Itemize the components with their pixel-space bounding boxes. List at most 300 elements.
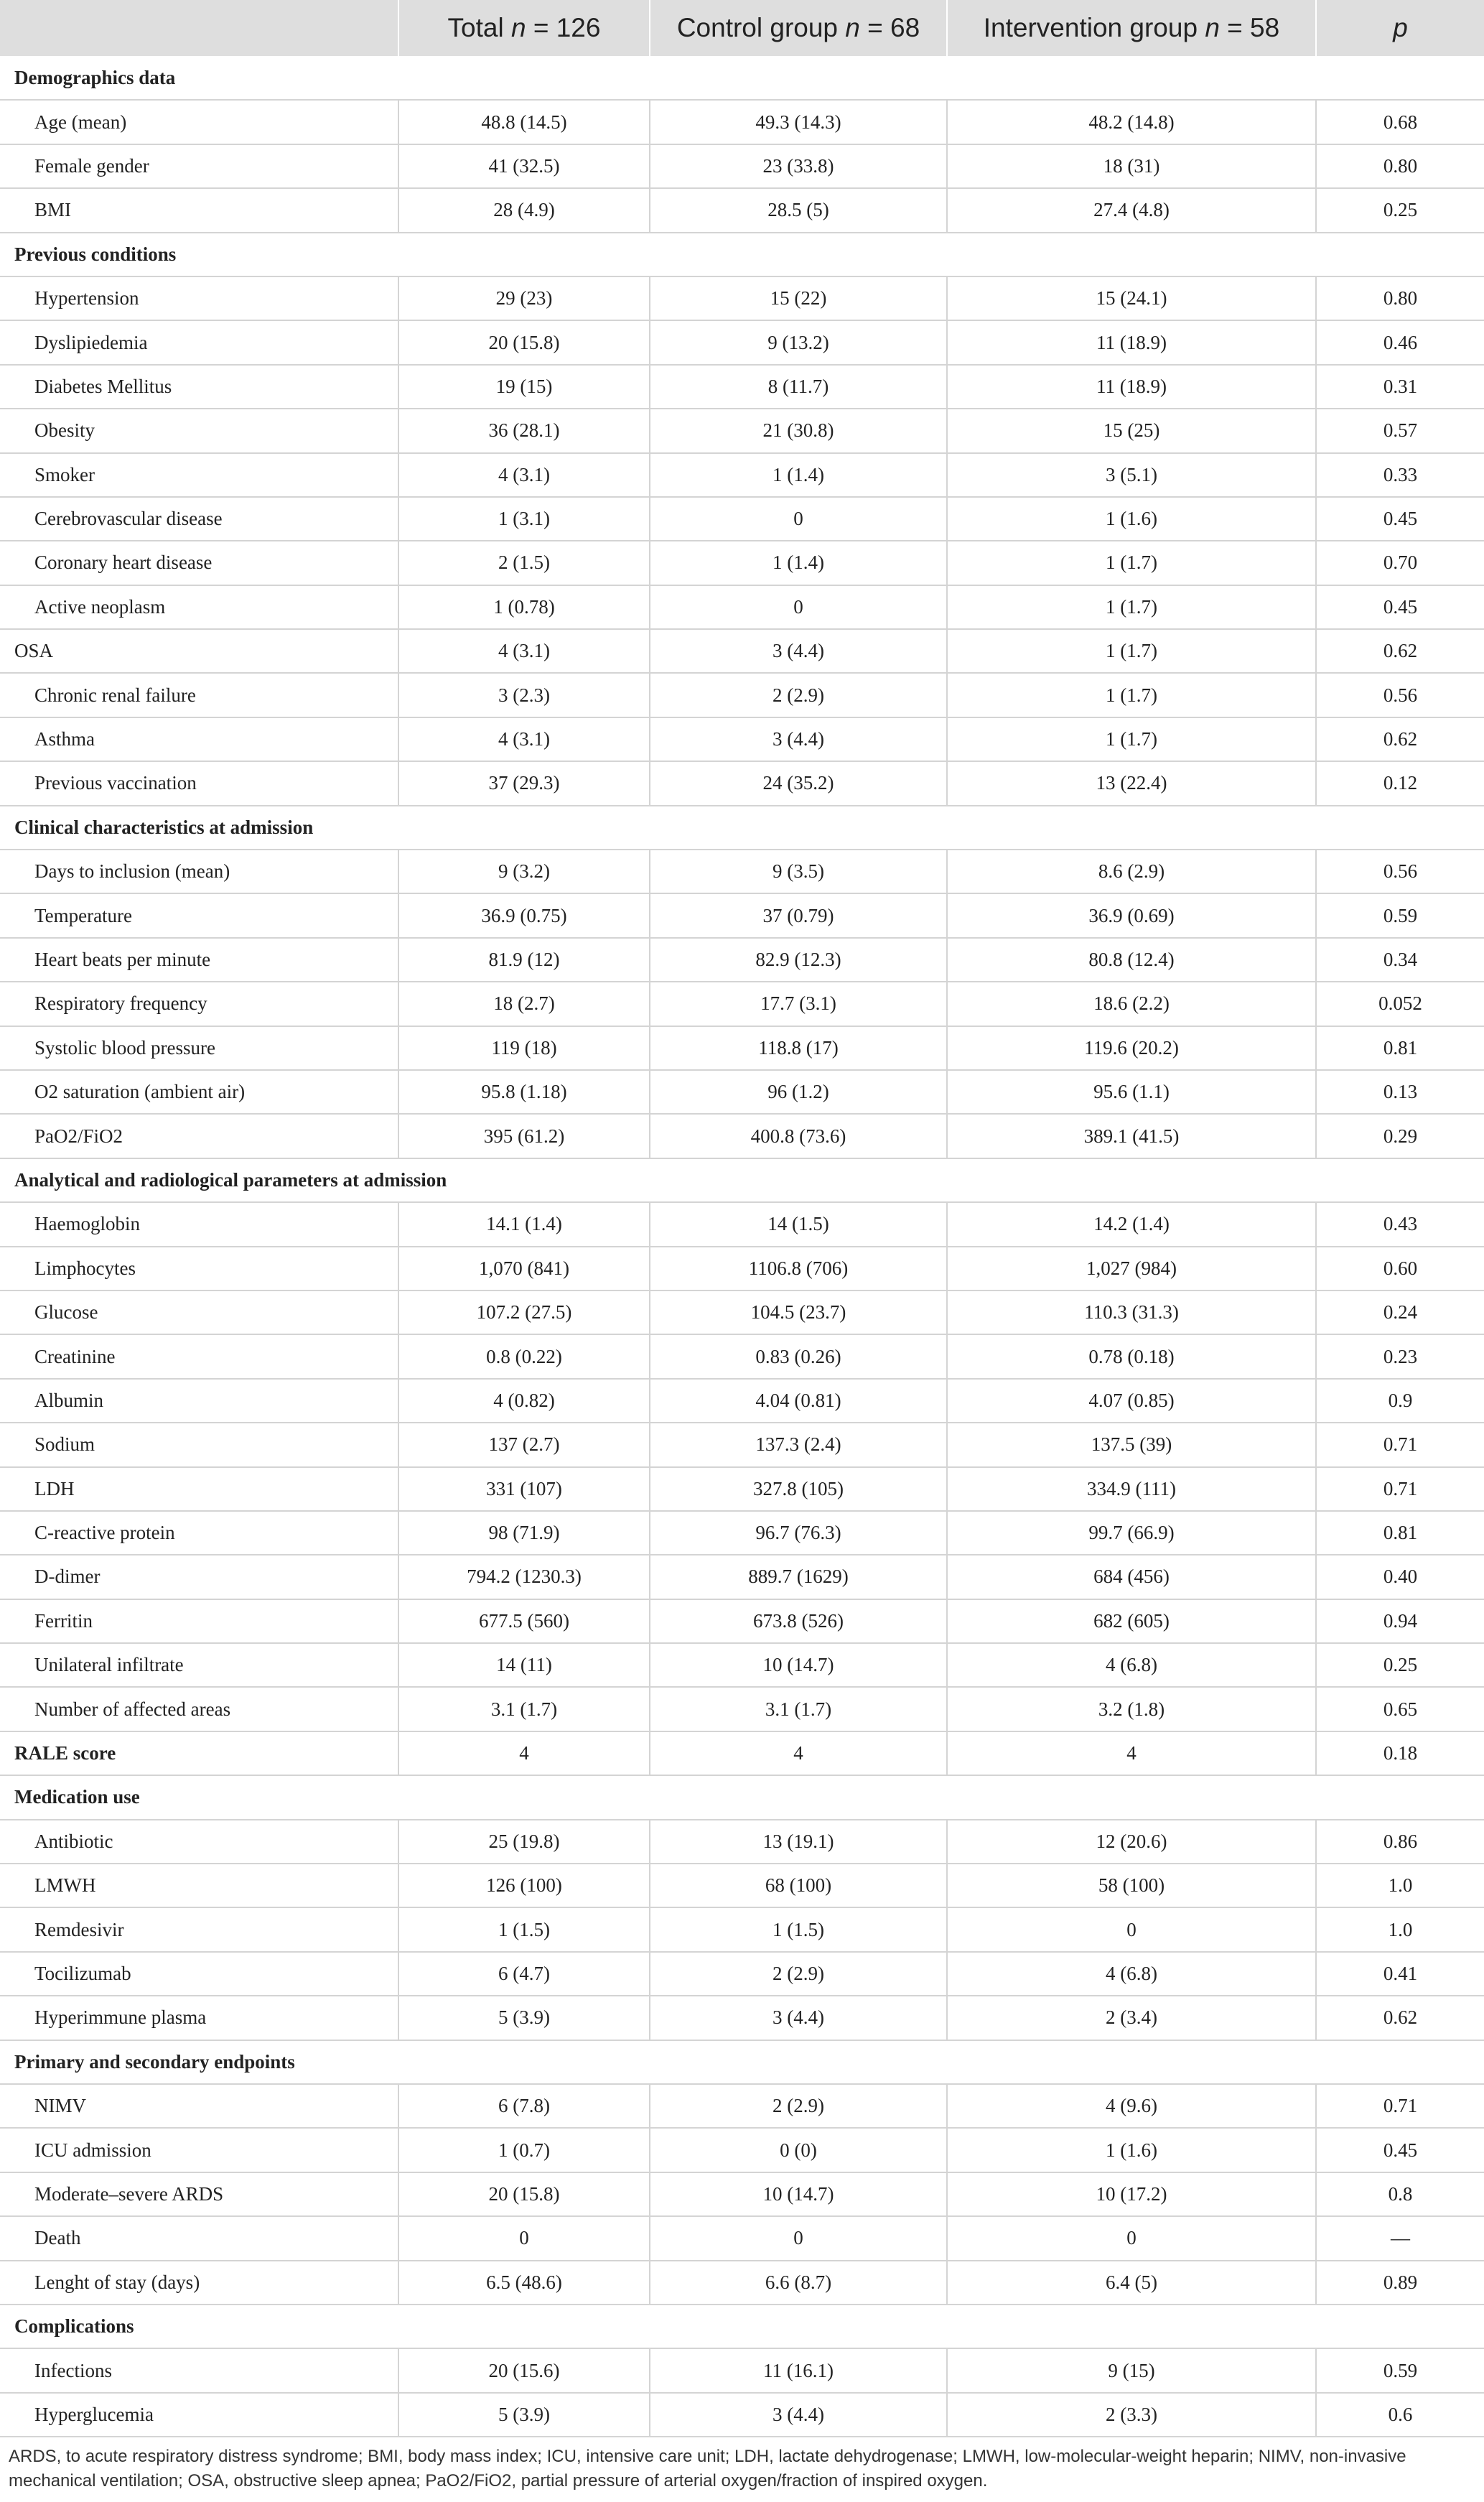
table-row [0,1820,1484,1864]
cell-p-value: 0.33 [1316,453,1484,497]
section-title: Previous conditions [0,233,1484,276]
cell-control: 3 (4.4) [650,2393,947,2437]
cell-total: 95.8 (1.18) [398,1070,650,1114]
section-title: Analytical and radiological parameters at admission [0,1158,1484,1202]
cell-control: 82.9 (12.3) [650,938,947,982]
section-title: Demographics data [0,56,1484,100]
row-label: Age (mean) [0,100,398,144]
cell-control: 21 (30.8) [650,409,947,452]
cell-control: 11 (16.1) [650,2348,947,2392]
row-label: Temperature [0,893,398,937]
cell-p-value: 0.59 [1316,893,1484,937]
cell-total: 331 (107) [398,1467,650,1511]
cell-total: 0.8 (0.22) [398,1334,650,1378]
table-row [0,629,1484,673]
cell-p-value: 0.43 [1316,1202,1484,1246]
cell-intervention: 0 [947,2216,1316,2260]
cell-p-value: 0.62 [1316,1996,1484,2040]
cell-control: 4 [650,1731,947,1775]
row-label: Hypertension [0,276,398,320]
cell-total: 1,070 (841) [398,1247,650,1290]
row-label: Days to inclusion (mean) [0,850,398,893]
row-label: Glucose [0,1290,398,1334]
row-label: Creatinine [0,1334,398,1378]
table-row [0,1731,1484,1775]
cell-p-value: 1.0 [1316,1864,1484,1907]
header-control-group: Control group n = 68 [650,0,947,56]
cell-total: 1 (0.7) [398,2128,650,2172]
cell-intervention: 0 [947,1907,1316,1951]
header-total: Total n = 126 [398,0,650,56]
cell-total: 6 (4.7) [398,1952,650,1996]
table-row [0,1423,1484,1466]
cell-p-value: 0.45 [1316,497,1484,541]
cell-p-value: 0.29 [1316,1114,1484,1158]
row-label: Lenght of stay (days) [0,2261,398,2305]
cell-total: 4 [398,1731,650,1775]
cell-intervention: 4 (6.8) [947,1952,1316,1996]
cell-total: 395 (61.2) [398,1114,650,1158]
table-row [0,365,1484,409]
cell-total: 81.9 (12) [398,938,650,982]
table-row [0,1467,1484,1511]
row-label: Number of affected areas [0,1687,398,1731]
cell-p-value: 0.62 [1316,717,1484,761]
table-row [0,1334,1484,1378]
row-label: Sodium [0,1423,398,1466]
table-row [0,1996,1484,2040]
cell-control: 118.8 (17) [650,1026,947,1070]
table-row [0,1687,1484,1731]
cell-total: 5 (3.9) [398,1996,650,2040]
cell-p-value: 0.13 [1316,1070,1484,1114]
cell-intervention: 18.6 (2.2) [947,982,1316,1026]
cell-control: 9 (13.2) [650,320,947,364]
cell-control: 1 (1.4) [650,453,947,497]
table-row [0,1114,1484,1158]
cell-p-value: 0.45 [1316,585,1484,629]
cell-intervention: 1 (1.6) [947,2128,1316,2172]
cell-intervention: 15 (24.1) [947,276,1316,320]
cell-intervention: 684 (456) [947,1555,1316,1599]
cell-p-value: 0.41 [1316,1952,1484,1996]
cell-control: 3 (4.4) [650,1996,947,2040]
cell-intervention: 110.3 (31.3) [947,1290,1316,1334]
table-row [0,497,1484,541]
cell-p-value: 0.81 [1316,1026,1484,1070]
row-label: PaO2/FiO2 [0,1114,398,1158]
cell-p-value: 0.6 [1316,2393,1484,2437]
cell-total: 9 (3.2) [398,850,650,893]
row-label: Hyperglucemia [0,2393,398,2437]
cell-control: 1 (1.5) [650,1907,947,1951]
row-label: Tocilizumab [0,1952,398,1996]
cell-p-value: 0.86 [1316,1820,1484,1864]
table-row [0,1599,1484,1643]
cell-control: 0 [650,585,947,629]
cell-control: 137.3 (2.4) [650,1423,947,1466]
cell-intervention: 9 (15) [947,2348,1316,2392]
cell-control: 23 (33.8) [650,144,947,188]
table-row [0,1290,1484,1334]
cell-control: 0 [650,2216,947,2260]
table-row [0,2348,1484,2392]
cell-total: 6.5 (48.6) [398,2261,650,2305]
table-row [0,1379,1484,1423]
cell-intervention: 1 (1.7) [947,717,1316,761]
cell-total: 4 (3.1) [398,717,650,761]
cell-control: 3.1 (1.7) [650,1687,947,1731]
section-header-row [0,2040,1484,2084]
cell-control: 0.83 (0.26) [650,1334,947,1378]
cell-intervention: 137.5 (39) [947,1423,1316,1466]
cell-intervention: 3.2 (1.8) [947,1687,1316,1731]
table-row [0,541,1484,585]
cell-p-value: 0.59 [1316,2348,1484,2392]
cell-total: 20 (15.8) [398,320,650,364]
cell-intervention: 14.2 (1.4) [947,1202,1316,1246]
cell-p-value: 1.0 [1316,1907,1484,1951]
section-header-row [0,56,1484,100]
cell-p-value: 0.60 [1316,1247,1484,1290]
cell-intervention: 15 (25) [947,409,1316,452]
section-title: Clinical characteristics at admission [0,806,1484,850]
cell-p-value: 0.71 [1316,2084,1484,2128]
table-row [0,453,1484,497]
cell-control: 96 (1.2) [650,1070,947,1114]
cell-total: 14.1 (1.4) [398,1202,650,1246]
cell-total: 3 (2.3) [398,673,650,717]
table-row [0,673,1484,717]
cell-p-value: 0.40 [1316,1555,1484,1599]
cell-p-value: 0.56 [1316,850,1484,893]
row-label: Obesity [0,409,398,452]
table-row [0,320,1484,364]
cell-intervention: 119.6 (20.2) [947,1026,1316,1070]
table-row [0,1511,1484,1555]
cell-intervention: 95.6 (1.1) [947,1070,1316,1114]
cell-total: 1 (1.5) [398,1907,650,1951]
table-row [0,100,1484,144]
row-label: Smoker [0,453,398,497]
cell-total: 2 (1.5) [398,541,650,585]
cell-control: 0 [650,497,947,541]
row-label: LMWH [0,1864,398,1907]
row-label: Cerebrovascular disease [0,497,398,541]
table-row [0,409,1484,452]
cell-control: 13 (19.1) [650,1820,947,1864]
cell-intervention: 4 (9.6) [947,2084,1316,2128]
cell-p-value: 0.57 [1316,409,1484,452]
table-footnote [0,2437,1484,2493]
cell-intervention: 3 (5.1) [947,453,1316,497]
cell-intervention: 334.9 (111) [947,1467,1316,1511]
cell-intervention: 10 (17.2) [947,2172,1316,2216]
cell-total: 28 (4.9) [398,188,650,232]
cell-intervention: 1 (1.7) [947,541,1316,585]
row-label: Female gender [0,144,398,188]
table-row [0,2172,1484,2216]
row-label: LDH [0,1467,398,1511]
cell-p-value: 0.31 [1316,365,1484,409]
cell-control: 10 (14.7) [650,1643,947,1687]
cell-p-value: 0.052 [1316,982,1484,1026]
cell-p-value: 0.24 [1316,1290,1484,1334]
table-row [0,2393,1484,2437]
cell-intervention: 1,027 (984) [947,1247,1316,1290]
header-row [0,0,1484,56]
cell-intervention: 4.07 (0.85) [947,1379,1316,1423]
table-row [0,188,1484,232]
cell-intervention: 13 (22.4) [947,761,1316,805]
cell-intervention: 4 (6.8) [947,1643,1316,1687]
table-row [0,982,1484,1026]
table-row [0,1202,1484,1246]
cell-total: 4 (0.82) [398,1379,650,1423]
cell-control: 2 (2.9) [650,2084,947,2128]
cell-p-value: 0.81 [1316,1511,1484,1555]
section-header-row [0,806,1484,850]
cell-intervention: 389.1 (41.5) [947,1114,1316,1158]
cell-total: 20 (15.8) [398,2172,650,2216]
row-label: Unilateral infiltrate [0,1643,398,1687]
cell-total: 107.2 (27.5) [398,1290,650,1334]
cell-control: 9 (3.5) [650,850,947,893]
table-row [0,2128,1484,2172]
cell-p-value: 0.46 [1316,320,1484,364]
table-row [0,1952,1484,1996]
cell-total: 48.8 (14.5) [398,100,650,144]
cell-total: 14 (11) [398,1643,650,1687]
cell-intervention: 99.7 (66.9) [947,1511,1316,1555]
table-row [0,585,1484,629]
cell-p-value: 0.68 [1316,100,1484,144]
row-label: OSA [0,629,398,673]
row-label: Heart beats per minute [0,938,398,982]
cell-intervention: 4 [947,1731,1316,1775]
table-body [0,56,1484,2437]
cell-intervention: 1 (1.7) [947,629,1316,673]
cell-total: 20 (15.6) [398,2348,650,2392]
cell-p-value: 0.45 [1316,2128,1484,2172]
row-label: Systolic blood pressure [0,1026,398,1070]
cell-p-value: 0.9 [1316,1379,1484,1423]
row-label: Moderate–severe ARDS [0,2172,398,2216]
row-label: Infections [0,2348,398,2392]
cell-p-value: — [1316,2216,1484,2260]
cell-control: 8 (11.7) [650,365,947,409]
cell-control: 6.6 (8.7) [650,2261,947,2305]
cell-control: 17.7 (3.1) [650,982,947,1026]
cell-total: 677.5 (560) [398,1599,650,1643]
cell-total: 794.2 (1230.3) [398,1555,650,1599]
cell-total: 1 (0.78) [398,585,650,629]
cell-control: 1 (1.4) [650,541,947,585]
cell-control: 24 (35.2) [650,761,947,805]
cell-total: 6 (7.8) [398,2084,650,2128]
row-label: RALE score [0,1731,398,1775]
row-label: Asthma [0,717,398,761]
cell-control: 10 (14.7) [650,2172,947,2216]
cell-p-value: 0.65 [1316,1687,1484,1731]
row-label: C-reactive protein [0,1511,398,1555]
cell-intervention: 27.4 (4.8) [947,188,1316,232]
cell-total: 25 (19.8) [398,1820,650,1864]
cell-intervention: 36.9 (0.69) [947,893,1316,937]
row-label: Chronic renal failure [0,673,398,717]
cell-total: 36 (28.1) [398,409,650,452]
table-row [0,1643,1484,1687]
cell-control: 327.8 (105) [650,1467,947,1511]
table-row [0,761,1484,805]
footnote-line: ARDS, to acute respiratory distress syndrome; BMI, body mass index; ICU, intensive care unit; LDH, lactate dehydrogenase; LMWH, low-molecular-weight heparin; NIMV, non-invasive [9,2447,1406,2467]
header-p-value: p [1316,0,1484,56]
row-label: ICU admission [0,2128,398,2172]
row-label: Remdesivir [0,1907,398,1951]
cell-total: 29 (23) [398,276,650,320]
cell-p-value: 0.80 [1316,144,1484,188]
cell-total: 0 [398,2216,650,2260]
section-header-row [0,2305,1484,2348]
cell-total: 1 (3.1) [398,497,650,541]
section-header-row [0,233,1484,276]
cell-control: 400.8 (73.6) [650,1114,947,1158]
table-row [0,893,1484,937]
cell-p-value: 0.56 [1316,673,1484,717]
cell-total: 5 (3.9) [398,2393,650,2437]
cell-p-value: 0.23 [1316,1334,1484,1378]
section-title: Complications [0,2305,1484,2348]
table-row [0,2261,1484,2305]
row-label: Previous vaccination [0,761,398,805]
cell-p-value: 0.94 [1316,1599,1484,1643]
row-label: Limphocytes [0,1247,398,1290]
cell-intervention: 682 (605) [947,1599,1316,1643]
cell-p-value: 0.70 [1316,541,1484,585]
row-label: Albumin [0,1379,398,1423]
cell-control: 37 (0.79) [650,893,947,937]
cell-control: 68 (100) [650,1864,947,1907]
cell-p-value: 0.25 [1316,188,1484,232]
row-label: NIMV [0,2084,398,2128]
table-row [0,276,1484,320]
table-row [0,717,1484,761]
cell-control: 3 (4.4) [650,717,947,761]
cell-p-value: 0.71 [1316,1467,1484,1511]
row-label: Death [0,2216,398,2260]
cell-total: 36.9 (0.75) [398,893,650,937]
cell-total: 41 (32.5) [398,144,650,188]
cell-total: 3.1 (1.7) [398,1687,650,1731]
cell-control: 4.04 (0.81) [650,1379,947,1423]
cell-control: 1106.8 (706) [650,1247,947,1290]
row-label: Hyperimmune plasma [0,1996,398,2040]
row-label: Ferritin [0,1599,398,1643]
row-label: D-dimer [0,1555,398,1599]
row-label: Respiratory frequency [0,982,398,1026]
cell-p-value: 0.89 [1316,2261,1484,2305]
table-row [0,1247,1484,1290]
section-title: Primary and secondary endpoints [0,2040,1484,2084]
section-header-row [0,1775,1484,1819]
cell-control: 2 (2.9) [650,673,947,717]
cell-p-value: 0.71 [1316,1423,1484,1466]
cell-p-value: 0.25 [1316,1643,1484,1687]
cell-total: 119 (18) [398,1026,650,1070]
cell-intervention: 12 (20.6) [947,1820,1316,1864]
cell-control: 3 (4.4) [650,629,947,673]
table-row [0,144,1484,188]
cell-total: 4 (3.1) [398,629,650,673]
cell-intervention: 1 (1.7) [947,585,1316,629]
cell-p-value: 0.12 [1316,761,1484,805]
cell-intervention: 1 (1.7) [947,673,1316,717]
cell-control: 104.5 (23.7) [650,1290,947,1334]
row-label: BMI [0,188,398,232]
header-variable [0,0,398,56]
header-intervention-group: Intervention group n = 58 [947,0,1316,56]
cell-control: 0 (0) [650,2128,947,2172]
section-title: Medication use [0,1775,1484,1819]
cell-intervention: 0.78 (0.18) [947,1334,1316,1378]
cell-control: 2 (2.9) [650,1952,947,1996]
cell-intervention: 11 (18.9) [947,365,1316,409]
row-label: Coronary heart disease [0,541,398,585]
cell-intervention: 18 (31) [947,144,1316,188]
table-row [0,1070,1484,1114]
cell-total: 37 (29.3) [398,761,650,805]
row-label: Antibiotic [0,1820,398,1864]
cell-intervention: 80.8 (12.4) [947,938,1316,982]
cell-control: 673.8 (526) [650,1599,947,1643]
table-row [0,850,1484,893]
cell-intervention: 2 (3.3) [947,2393,1316,2437]
row-label: Diabetes Mellitus [0,365,398,409]
cell-p-value: 0.18 [1316,1731,1484,1775]
table-row [0,2084,1484,2128]
cell-p-value: 0.80 [1316,276,1484,320]
cell-total: 18 (2.7) [398,982,650,1026]
cell-intervention: 2 (3.4) [947,1996,1316,2040]
table-row [0,1864,1484,1907]
cell-total: 137 (2.7) [398,1423,650,1466]
table-row [0,2216,1484,2260]
cell-control: 14 (1.5) [650,1202,947,1246]
cell-control: 15 (22) [650,276,947,320]
cell-control: 889.7 (1629) [650,1555,947,1599]
cell-total: 19 (15) [398,365,650,409]
cell-p-value: 0.34 [1316,938,1484,982]
cell-total: 98 (71.9) [398,1511,650,1555]
row-label: Haemoglobin [0,1202,398,1246]
cell-p-value: 0.8 [1316,2172,1484,2216]
cell-control: 49.3 (14.3) [650,100,947,144]
table-row [0,938,1484,982]
cell-p-value: 0.62 [1316,629,1484,673]
table-row [0,1026,1484,1070]
row-label: O2 saturation (ambient air) [0,1070,398,1114]
cell-control: 96.7 (76.3) [650,1511,947,1555]
cell-intervention: 1 (1.6) [947,497,1316,541]
cell-intervention: 11 (18.9) [947,320,1316,364]
cell-control: 28.5 (5) [650,188,947,232]
row-label: Active neoplasm [0,585,398,629]
cell-intervention: 6.4 (5) [947,2261,1316,2305]
cell-intervention: 8.6 (2.9) [947,850,1316,893]
table-row [0,1555,1484,1599]
table-row [0,1907,1484,1951]
table-header [0,0,1484,56]
